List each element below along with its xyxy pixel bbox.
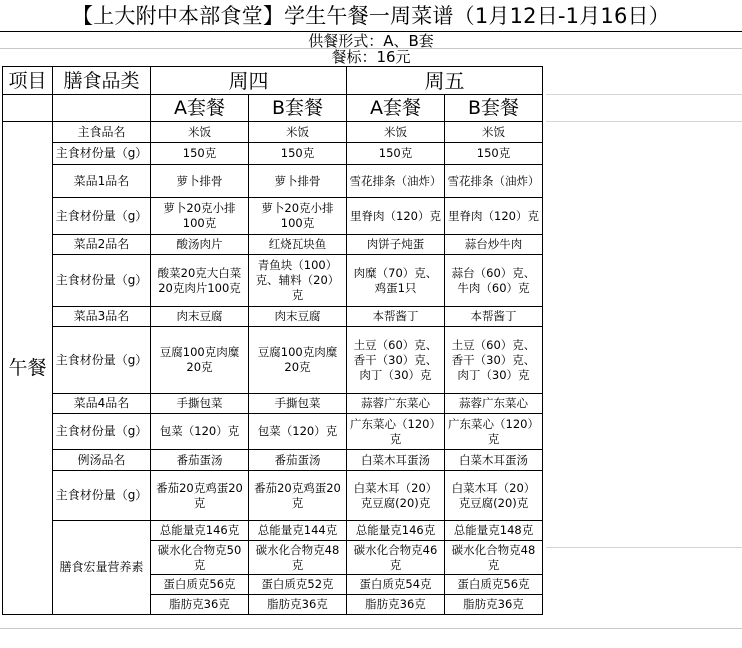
menu-cell: 150克 xyxy=(347,143,445,165)
menu-cell: 番茄蛋汤 xyxy=(249,450,347,471)
header-blank xyxy=(3,95,53,122)
menu-cell: 萝卜20克小排100克 xyxy=(151,198,249,235)
gridline xyxy=(546,547,742,548)
nutrition-cell: 碳水化合物克50克 xyxy=(151,541,249,575)
menu-cell: 白菜木耳蛋汤 xyxy=(347,450,445,471)
page-title: 【上大附中本部食堂】学生午餐一周菜谱（1月12日-1月16日） xyxy=(72,4,670,28)
header-set-b: B套餐 xyxy=(249,95,347,122)
row-label: 主食材份量（g） xyxy=(53,255,151,307)
header-day-friday: 周五 xyxy=(347,67,543,95)
menu-cell: 青鱼块（100）克、辅料（20）克 xyxy=(249,255,347,307)
nutrition-cell: 总能量克146克 xyxy=(347,521,445,541)
menu-cell: 白菜木耳（20）克豆腐(20)克 xyxy=(347,471,445,521)
menu-cell: 肉末豆腐 xyxy=(249,307,347,327)
menu-cell: 蒜蓉广东菜心 xyxy=(347,394,445,414)
row-label: 主食材份量（g） xyxy=(53,198,151,235)
menu-cell: 米饭 xyxy=(249,122,347,143)
menu-cell: 广东菜心（120）克 xyxy=(445,414,543,450)
row-label: 主食材份量（g） xyxy=(53,471,151,521)
nutrition-cell: 碳水化合物克48克 xyxy=(445,541,543,575)
row-label: 主食品名 xyxy=(53,122,151,143)
menu-cell: 米饭 xyxy=(347,122,445,143)
nutrition-cell: 总能量克144克 xyxy=(249,521,347,541)
nutrition-cell: 蛋白质克56克 xyxy=(445,575,543,595)
header-set-a: A套餐 xyxy=(347,95,445,122)
menu-cell: 雪花排条（油炸） xyxy=(347,165,445,198)
nutrition-cell: 脂肪克36克 xyxy=(249,595,347,615)
menu-cell: 本帮酱丁 xyxy=(347,307,445,327)
header-set-b: B套餐 xyxy=(445,95,543,122)
menu-cell: 手撕包菜 xyxy=(249,394,347,414)
menu-cell: 里脊肉（120）克 xyxy=(347,198,445,235)
menu-cell: 米饭 xyxy=(151,122,249,143)
header-day-thursday: 周四 xyxy=(151,67,347,95)
menu-cell: 包菜（120）克 xyxy=(249,414,347,450)
menu-cell: 豆腐100克肉糜20克 xyxy=(151,327,249,394)
menu-cell: 包菜（120）克 xyxy=(151,414,249,450)
nutrition-cell: 脂肪克36克 xyxy=(445,595,543,615)
menu-cell: 红烧瓦块鱼 xyxy=(249,235,347,255)
row-label: 菜品2品名 xyxy=(53,235,151,255)
row-label: 菜品4品名 xyxy=(53,394,151,414)
nutrition-cell: 碳水化合物克48克 xyxy=(249,541,347,575)
row-label: 主食材份量（g） xyxy=(53,327,151,394)
menu-cell: 雪花排条（油炸） xyxy=(445,165,543,198)
menu-cell: 蒜蓉广东菜心 xyxy=(445,394,543,414)
gridline xyxy=(546,94,742,95)
nutrition-cell: 蛋白质克54克 xyxy=(347,575,445,595)
menu-cell: 手撕包菜 xyxy=(151,394,249,414)
menu-cell: 土豆（60）克、香干（30）克、肉丁（30）克 xyxy=(347,327,445,394)
menu-table xyxy=(2,66,543,615)
menu-cell: 萝卜排骨 xyxy=(151,165,249,198)
menu-cell: 里脊肉（120）克 xyxy=(445,198,543,235)
menu-cell: 土豆（60）克、香干（30）克、肉丁（30）克 xyxy=(445,327,543,394)
nutrition-cell: 脂肪克36克 xyxy=(347,595,445,615)
menu-cell: 肉饼子炖蛋 xyxy=(347,235,445,255)
service-form: 供餐形式：A、B套 xyxy=(308,32,434,50)
menu-cell: 番茄20克鸡蛋20克 xyxy=(249,471,347,521)
nutrition-cell: 蛋白质克52克 xyxy=(249,575,347,595)
menu-cell: 蒜台（60）克、牛肉（60）克 xyxy=(445,255,543,307)
menu-cell: 150克 xyxy=(445,143,543,165)
header-blank xyxy=(53,95,151,122)
menu-cell: 白菜木耳（20）克豆腐(20)克 xyxy=(445,471,543,521)
row-label: 菜品3品名 xyxy=(53,307,151,327)
nutrition-label: 膳食宏量营养素 xyxy=(53,521,151,615)
menu-cell: 本帮酱丁 xyxy=(445,307,543,327)
nutrition-cell: 蛋白质克56克 xyxy=(151,575,249,595)
nutrition-cell: 总能量克148克 xyxy=(445,521,543,541)
row-label: 主食材份量（g） xyxy=(53,414,151,450)
meal-lunch-label: 午餐 xyxy=(3,122,53,615)
menu-cell: 白菜木耳蛋汤 xyxy=(445,450,543,471)
header-set-a: A套餐 xyxy=(151,95,249,122)
menu-cell: 米饭 xyxy=(445,122,543,143)
menu-cell: 蒜台炒牛肉 xyxy=(445,235,543,255)
menu-cell: 番茄20克鸡蛋20克 xyxy=(151,471,249,521)
nutrition-cell: 碳水化合物克46克 xyxy=(347,541,445,575)
menu-cell: 150克 xyxy=(249,143,347,165)
menu-cell: 酸菜20克大白菜20克肉片100克 xyxy=(151,255,249,307)
meal-standard: 餐标：16元 xyxy=(331,48,411,66)
menu-cell: 萝卜排骨 xyxy=(249,165,347,198)
nutrition-cell: 脂肪克36克 xyxy=(151,595,249,615)
menu-cell: 广东菜心（120）克 xyxy=(347,414,445,450)
menu-cell: 萝卜20克小排100克 xyxy=(249,198,347,235)
menu-cell: 肉糜（70）克、鸡蛋1只 xyxy=(347,255,445,307)
divider xyxy=(0,628,742,629)
header-item: 项目 xyxy=(3,67,53,95)
row-label: 主食材份量（g） xyxy=(53,143,151,165)
header-category: 膳食品类 xyxy=(53,67,151,95)
row-label: 例汤品名 xyxy=(53,450,151,471)
menu-cell: 肉末豆腐 xyxy=(151,307,249,327)
gridline xyxy=(546,121,742,122)
menu-cell: 150克 xyxy=(151,143,249,165)
menu-cell: 酸汤肉片 xyxy=(151,235,249,255)
nutrition-cell: 总能量克146克 xyxy=(151,521,249,541)
menu-cell: 番茄蛋汤 xyxy=(151,450,249,471)
menu-cell: 豆腐100克肉糜20克 xyxy=(249,327,347,394)
row-label: 菜品1品名 xyxy=(53,165,151,198)
